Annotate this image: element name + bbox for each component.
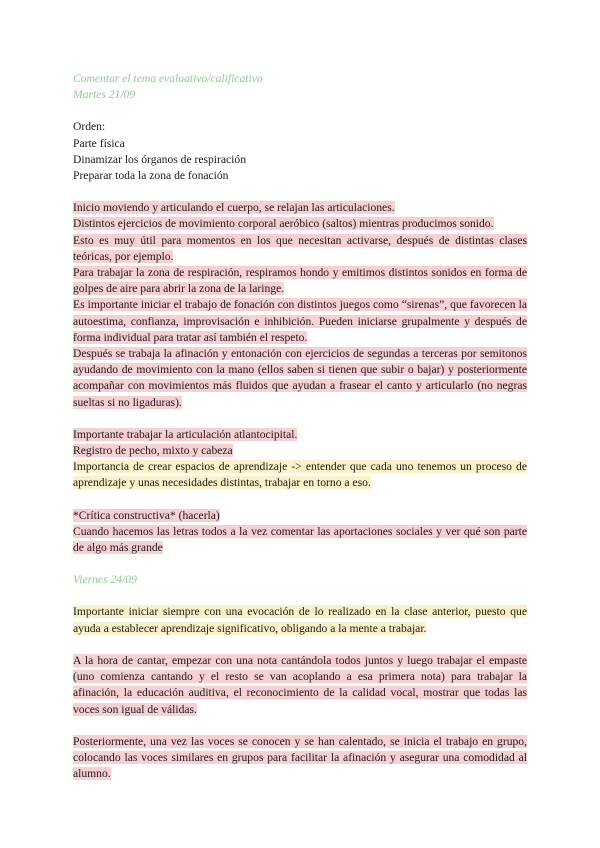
orden-label: Orden: xyxy=(73,120,106,134)
date-viernes: Viernes 24/09 xyxy=(73,573,137,587)
viernes-paragraph: Importante iniciar siempre con una evocación de lo realizado en la clase anterior, puesto que ayuda a establecer aprendizaje significativo, obligando a la mente a trabajar. xyxy=(73,605,527,635)
importante-line: Importante trabajar la articulación atlantocipital. xyxy=(73,427,298,441)
viernes-paragraph: A la hora de cantar, empezar con una nota cantándola todos juntos y luego trabajar el empaste (uno comienza cantando y el resto se van acoplando a esa primera nota) para trabajar la afinación, la educación auditiva, el reconocimiento de la calidad vocal, mostrar que todas las voces son igual de válidas. xyxy=(73,653,527,716)
martes-paragraph: Inicio moviendo y articulando el cuerpo, se relajan las articulaciones. xyxy=(73,201,395,215)
orden-item: Dinamizar los órganos de respiración xyxy=(73,152,246,166)
date-martes: Martes 21/09 xyxy=(73,88,136,102)
importante-line: Registro de pecho, mixto y cabeza xyxy=(73,444,233,458)
importante-line: Importancia de crear espacios de aprendizaje -> entender que cada uno tenemos un proceso de aprendizaje y unas necesidades distintas, trabajar en torno a eso. xyxy=(73,460,527,490)
critica-text: Cuando hacemos las letras todos a la vez comentar las aportaciones sociales y ver qué son parte de algo más grande xyxy=(73,524,527,555)
viernes-paragraph: Posteriormente, una vez las voces se conocen y se han calentado, se inicia el trabajo en grupo, colocando las voces similares en grupos para facilitar la afinación y asegurar una comodidad al alumno. xyxy=(73,734,527,781)
martes-paragraph: Distintos ejercicios de movimiento corporal aeróbico (saltos) mientras producimos sonido. xyxy=(73,217,494,231)
orden-item: Parte física xyxy=(73,136,125,150)
orden-item: Preparar toda la zona de fonación xyxy=(73,169,229,183)
martes-paragraph: Es importante iniciar el trabajo de fonación con distintos juegos como “sirenas”, que favorecen la autoestima, confianza, improvisación e inhibición. Pueden iniciarse grupalmente y después de forma individual para tratar así también el respeto. xyxy=(73,298,527,344)
document-content xyxy=(73,71,527,782)
martes-paragraph: Esto es muy útil para momentos en los que necesitan activarse, después de distintas clases teóricas, por ejemplo. xyxy=(73,233,527,263)
martes-paragraph: Para trabajar la zona de respiración, respiramos hondo y emitimos distintos sonidos en forma de golpes de aire para abrir la zona de la laringe. xyxy=(73,266,527,296)
critica-title: *Crítica constructiva* (hacerla) xyxy=(73,508,220,522)
martes-paragraph: Después se trabaja la afinación y entonación con ejercicios de segundas a terceras por semitonos ayudando de movimiento con la mano (ellos saben si tienen que subir o bajar) y posteriormente acompañar con movimientos más fluidos que ayudan a frasear el canto y articularlo (no negras sueltas si no ligaduras). xyxy=(73,347,527,409)
doc-title: Comentar el tema evaluativo/calificativo xyxy=(73,72,263,85)
